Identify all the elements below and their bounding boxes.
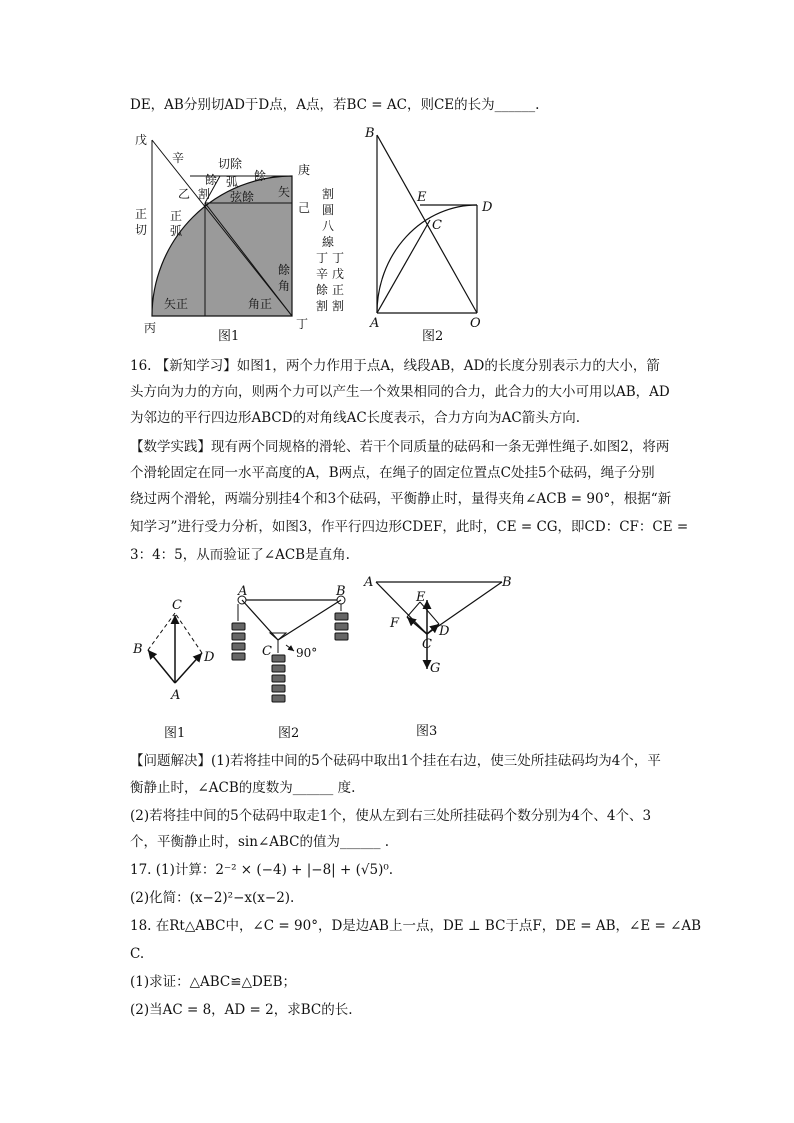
label: 辛 [172,151,185,165]
problem-line: (2)若将挂中间的5个砝码中取走1个，使从左到右三处所挂砝码个数分别为4个、4个、3 [130,808,652,824]
label: 割 [198,187,211,201]
label: 圓 [322,203,335,217]
point-D: D [204,650,215,665]
point-C: C [422,637,432,652]
q16-line: 16. 【新知学习】如图1，两个力作用于点A，线段AB，AD的长度分别表示力的大小，箭 [130,358,660,374]
label: 餘 [316,283,329,297]
caption: 图2 [422,329,444,344]
q16-line: 3：4：5，从而验证了∠ACB是直角. [130,547,350,563]
figure-tangent-geometry [360,125,510,345]
q15-text-line: DE，AB分别切AD于D点，A点，若BC = AC，则CE的长为______. [130,97,540,113]
q16-line: 为邻边的平行四边形ABCD的对角线AC长度表示，合力方向为AC箭头方向. [130,410,581,426]
point-E: E [417,190,427,205]
point-E: E [416,590,426,605]
figure-pulley-weights [228,585,358,745]
label: 戊 [332,267,345,281]
point-C: C [432,218,442,233]
point-C: C [172,598,182,613]
label: 弦餘 [230,190,255,204]
label: 割 [316,299,329,313]
caption: 图3 [416,724,438,739]
label: 弧 [226,175,239,189]
point-A: A [238,584,248,599]
q18-line: (1)求证：△ABC≌△DEB； [130,974,297,990]
point-B: B [133,642,143,657]
label: 辛 [316,267,329,281]
point-C: C [262,644,272,659]
figure-force-parallelogram [130,595,220,745]
label: 弧 [170,224,183,238]
problem-line: 个，平衡静止时，sin∠ABC的值为______ . [130,834,390,850]
figure-circle-lines [130,128,360,348]
problem-line: 【问题解决】(1)若将挂中间的5个砝码中取出1个挂在右边，使三处所挂砝码均为4个，平 [130,753,661,769]
label: 丁 [332,251,345,265]
label: 丙 [144,321,157,335]
label: 切除 [218,157,243,171]
label: 矢正 [164,297,189,311]
label: 乙 [178,187,191,201]
point-D: D [439,624,450,639]
figure-force-analysis [362,572,522,742]
point-D: D [482,200,493,215]
caption: 图2 [278,726,300,741]
label: 矢 [278,185,291,199]
label: 庚 [298,163,311,177]
label: 正 [170,209,183,223]
point-B: B [365,126,375,141]
label: 餘 [254,169,267,183]
point-B: B [502,575,512,590]
q16-line: 【数学实践】现有两个同规格的滑轮、若干个同质量的砝码和一条无弹性绳子.如图2，将两 [130,439,670,455]
q16-line: 绕过两个滑轮，两端分别挂4个和3个砝码，平衡静止时，量得夹角∠ACB = 90°，根据“新 [130,491,672,507]
point-G: G [430,661,441,676]
q16-line: 知学习”进行受力分析，如图3，作平行四边形CDEF，此时，CE = CG，即CD：CF：CE = [130,519,689,535]
q18-line: 18. 在Rt△ABC中，∠C = 90°，D是边AB上一点，DE ⊥ BC于点F，DE = AB，∠E = ∠AB [130,918,702,934]
label: 丁 [316,251,329,265]
label: 餘 [205,173,218,187]
q17-line: (2)化简：(x−2)²−x(x−2). [130,890,295,906]
label: 割 [322,187,335,201]
q16-line: 个滑轮固定在同一水平高度的A，B两点，在绳子的固定位置点C处挂5个砝码，绳子分别 [130,465,655,481]
label: 割 [332,299,345,313]
point-A: A [171,688,181,703]
label: 角 [278,279,291,293]
caption: 图1 [218,329,240,344]
point-F: F [390,616,400,631]
label: 角正 [248,297,273,311]
label: 正 [332,283,345,297]
problem-line: 衡静止时，∠ACB的度数为______ 度. [130,780,356,796]
point-A: A [370,316,380,331]
label: 餘 [278,263,291,277]
caption: 图1 [164,726,186,741]
point-B: B [336,584,346,599]
angle-label: 90° [296,646,318,660]
q18-line: C. [130,946,145,962]
q18-line: (2)当AC = 8，AD = 2，求BC的长. [130,1002,353,1018]
label: 線 [322,235,335,249]
label: 丁 [296,317,309,331]
point-O: O [470,316,481,331]
q16-line: 头方向为力的方向，则两个力可以产生一个效果相同的合力，此合力的大小可用以AB，AD [130,384,670,400]
label: 八 [322,219,335,233]
label: 切 [135,223,148,237]
label: 己 [298,201,311,215]
label: 正 [135,207,148,221]
q17-line: 17. (1)计算：2⁻² × (−4) + |−8| + (√5)⁰. [130,862,394,878]
point-A: A [364,575,374,590]
label-wu: 戊 [135,133,148,147]
